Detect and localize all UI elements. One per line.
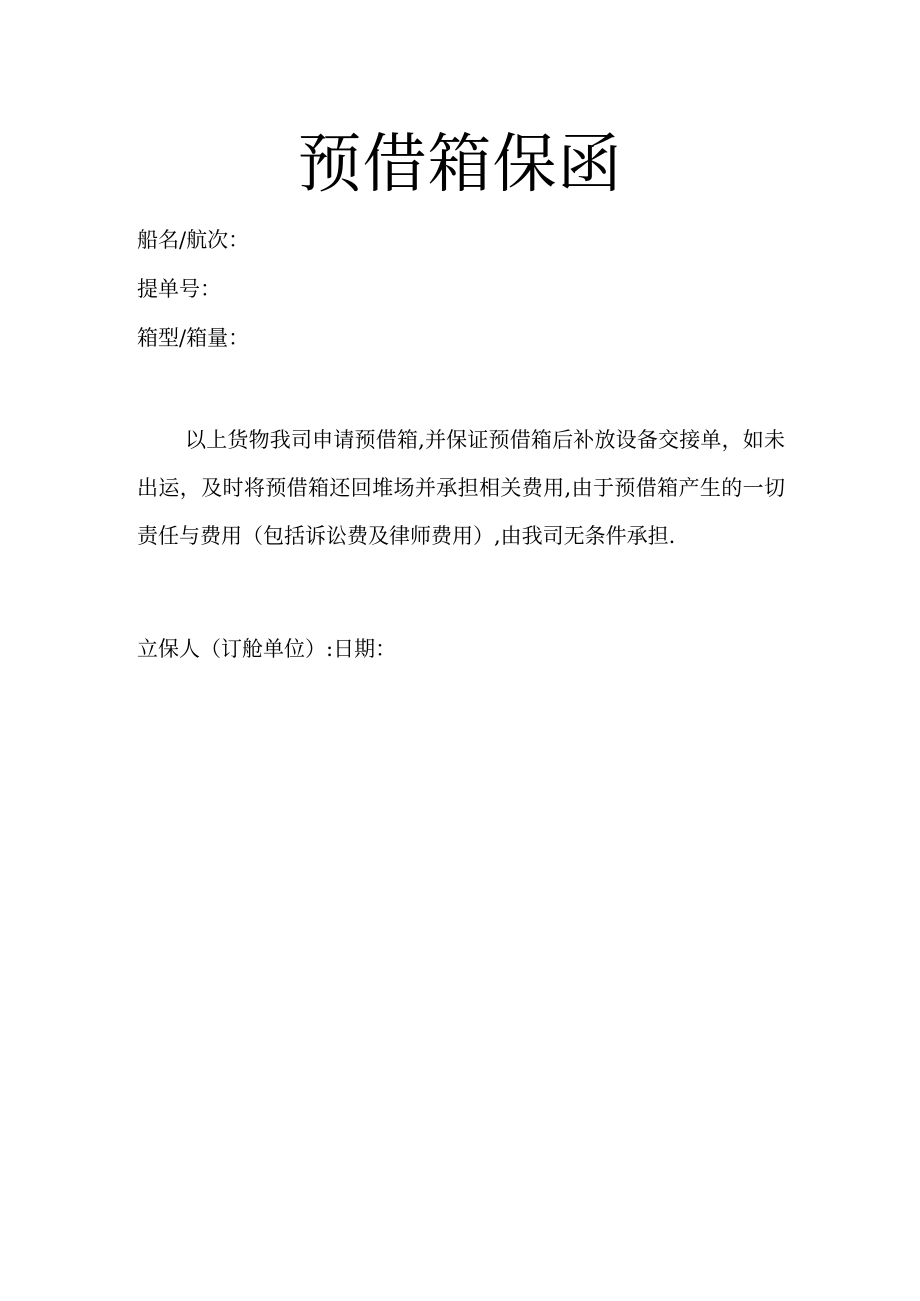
guarantor-date-line: 立保人（订舱单位）:日期： [137, 637, 397, 661]
document-title: 预借箱保函 [297, 128, 623, 202]
guarantee-body-paragraph: 以上货物我司申请预借箱,并保证预借箱后补放设备交接单，如未出运，及时将预借箱还回堆场并承担相关费用,由于预借箱产生的一切责任与费用（包括诉讼费及律师费用）,由我司无条件承担. [137, 428, 785, 548]
container-type-quantity-label: 箱型/箱量： [137, 326, 250, 350]
vessel-voyage-label: 船名/航次： [137, 228, 250, 252]
bill-of-lading-label: 提单号： [137, 277, 221, 301]
